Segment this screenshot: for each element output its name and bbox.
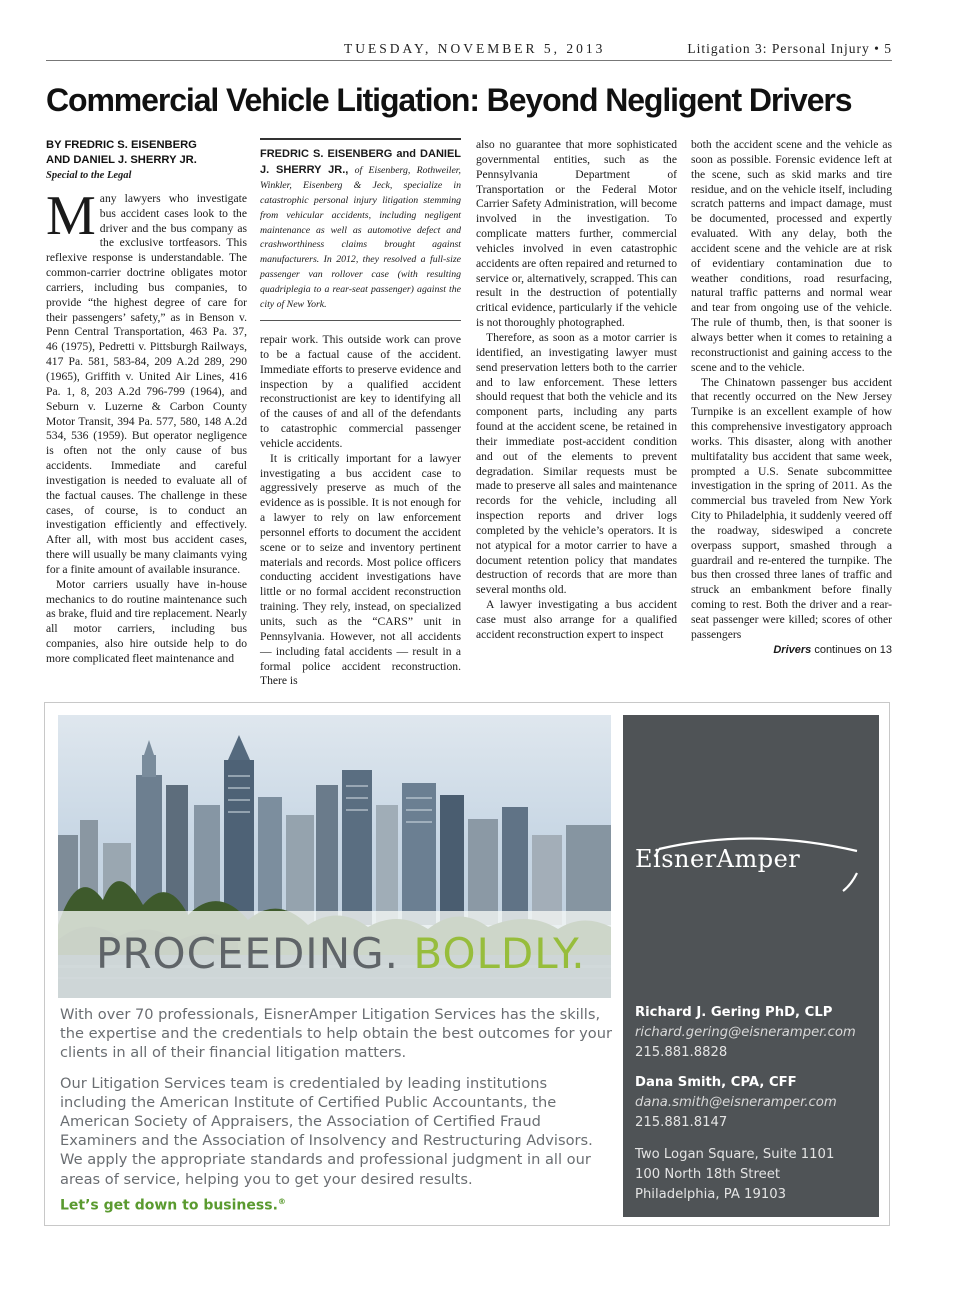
bio-author-names: FREDRIC S. EISENBERG and DANIEL J. SHERRY JR.,: [260, 148, 461, 176]
article-column-2: [260, 138, 461, 689]
article-column-1: [46, 138, 247, 667]
drop-cap: M: [46, 184, 96, 247]
ad-body: [60, 1005, 615, 1200]
office-address: [635, 1145, 834, 1204]
address-line: Philadelphia, PA 19103: [635, 1186, 786, 1202]
byline-line-1: BY FREDRIC S. EISENBERG: [46, 139, 197, 151]
jump-keyword: Drivers: [773, 643, 812, 656]
body-paragraph: It is critically important for a lawyer investigating a bus accident case to aggressively preserve as much of the evidence as is possible. It is not enough for a lawyer to rely on law enforcement personnel efforts to document the accident scene or to seize and inventory pertinent materials and records. Most police officers conducting accident investigations have little or no formal accident reconstruction training. They rely, instead, on specialized units, such as the “CARS” unit in Pennsylvania. However, not all accidents — including fatal accidents — result in a formal police accident reconstruction. There is: [260, 451, 461, 688]
contact-phone[interactable]: 215.881.8147: [635, 1114, 728, 1130]
article-column-3: [476, 138, 677, 643]
ad-paragraph-2: Our Litigation Services team is credentialed by leading institutions including the American Institute of Certified Public Accountants, the American Society of Appraisers, the Association of Certified Fraud Examiners and the Association of Insolvency and Restructuring Advisors. We apply the appropriate standards and professional judgment in all our areas of service, helping you to get your desired results.: [60, 1074, 593, 1188]
special-credit: Special to the Legal: [46, 170, 132, 181]
author-bio: [260, 138, 461, 321]
jump-line[interactable]: [691, 643, 892, 658]
jump-text: continues on 13: [811, 643, 892, 656]
byline-line-2: AND DANIEL J. SHERRY JR.: [46, 153, 197, 166]
contact-name: Dana Smith, CPA, CFF: [635, 1075, 797, 1090]
address-line: 100 North 18th Street: [635, 1166, 781, 1182]
contact-email[interactable]: richard.gering@eisneramper.com: [635, 1024, 856, 1040]
contact-phone[interactable]: 215.881.8828: [635, 1044, 728, 1060]
contact-card-1: [635, 1003, 856, 1062]
contact-panel: [623, 715, 879, 1217]
issue-date: TUESDAY, NOVEMBER 5, 2013: [344, 41, 606, 56]
body-paragraph: A lawyer investigating a bus accident case must also arrange for a qualified accident reconstruction expert to inspect: [476, 598, 677, 641]
city-skyline-photo: [58, 715, 611, 998]
eisneramper-logo: EisnerAmper: [635, 845, 801, 873]
contact-email[interactable]: dana.smith@eisneramper.com: [635, 1094, 837, 1110]
section-folio: Litigation 3: Personal Injury • 5: [687, 41, 892, 56]
contact-name: Richard J. Gering PhD, CLP: [635, 1005, 833, 1020]
body-paragraph: Therefore, as soon as a motor carrier is identified, an investigating lawyer must send preservation letters both to the carrier and to law enforcement. These letters should request that both the vehicle and its component parts, including any parts found at the accident scene, be retained in their immediate post-accident condition and out of the elements to prevent degradation. Similar requests must be made to preserve all sales and maintenance records for the vehicle, including all inspection reports and driver logs completed by the vehicle’s operators. It is not atypical for a motor carrier to have a document retention policy that mandates destruction of records that are more than several months old.: [476, 330, 677, 597]
body-paragraph: also no guarantee that more sophisticated governmental entities, such as the Pennsylvania Department of Transportation or the Federal Motor Carrier Safety Administration, will become involved in the investigation. To complicate matters further, commercial vehicles involved in even catastrophic accidents are often repaired and returned to service or, alternatively, scrapped. This can result in the destruction of potentially critical evidence, particularly if the vehicle is not thoroughly photographed.: [476, 138, 677, 330]
body-paragraph: both the accident scene and the vehicle as soon as possible. Forensic evidence left at the scene, such as skid marks and tire residue, and on the vehicle itself, including scratch patterns and impact damage, must be documented, processed and expertly evaluated. With any delay, both the accident scene and the vehicle are at risk of evidentiary contamination due to weather conditions, road resurfacing, natural traffic patterns and normal wear and tear from ongoing use of the vehicle. The rule of thumb, then, is that sooner is always better when it comes to retaining a reconstructionist and gaining access to the scene and to the vehicle.: [691, 138, 892, 374]
advertisement: [44, 702, 890, 1226]
page-header: [46, 40, 892, 61]
body-paragraph: The Chinatown passenger bus accident that recently occurred on the New Jersey Turnpike is an excellent example of how this comprehensive investigatory approach works. This disaster, along with another multifatality bus accident that same week, prompted a U.S. Senate subcommittee investigation in the spring of 2011. As the commercial bus traveled from New York City to Philadelphia, it suddenly veered off the roadway, sideswiped a concrete overpass support, smashed through a guardrail and re-entered the turnpike. The bus then crossed three lanes of traffic and struck an embankment before finally coming to rest. Both the driver and a rear-seat passenger were killed; scores of other passengers: [691, 375, 892, 641]
address-line: Two Logan Square, Suite 1101: [635, 1147, 835, 1162]
ad-headline: [96, 929, 586, 978]
contact-card-2: [635, 1073, 837, 1132]
lead-paragraph-text: any lawyers who investigate bus accident cases look to the driver and the bus company as the exclusive tortfeasors. This reflexive response is understandable. The common-carrier doctrine obligates motor carriers, including bus companies, to provide “the highest degree of care for their passengers’ safety,” as in Benson v. Penn Central Transportation, 463 Pa. 37, 46 (1975), Pedretti v. Pittsburgh Railways, 417 Pa. 581, 583-84, 209 A.2d 289, 290 (1965), Griffith v. United Air Lines, 416 Pa. 1, 8, 203 A.2d 796-799 (1964), and Seburn v. Luzerne & Carbon County Motor Transit, 394 Pa. 577, 580, 148 A.2d 534, 536 (1959). But operator negligence is often not the only cause of bus accidents. Immediate and careful investigation is needed to evaluate all of the factual causes. The challenge in these cases, of course, is to conduct an investigation efficiently and effectively. After all, with most bus accident cases, there will usually be many claimants vying for a finite amount of available insurance.: [46, 191, 247, 576]
byline: [46, 138, 247, 167]
bio-text: of Eisenberg, Rothweiler, Winkler, Eisenberg & Jeck, specialize in catastrophic personal injury litigation stemming from vehicular accidents, including negligent maintenance as well as automotive defect and crashworthiness claims brought against manufacturers. In 2012, they resolved a full-size passenger van rollover case (with resulting quadriplegia to a rear-seat passenger) against the city of New York.: [260, 164, 461, 311]
tagline-text: Let’s get down to business.: [60, 1197, 278, 1214]
ad-headline-word-1: PROCEEDING.: [96, 929, 400, 978]
body-paragraph: Motor carriers usually have in-house mechanics to do routine maintenance such as brake, fluid and tire replacement. Nearly all motor carriers, including bus companies, also hire outside help to do more complicated fleet maintenance and: [46, 577, 247, 665]
ad-tagline: [60, 1197, 286, 1214]
ad-headline-word-2: BOLDLY.: [413, 929, 586, 978]
article-column-4: [691, 138, 892, 658]
ad-paragraph-1: With over 70 professionals, EisnerAmper Litigation Services has the skills, the expertise and the credentials to help obtain the best outcomes for your clients in all of their financial litigation matters.: [60, 1006, 612, 1062]
registered-mark: ®: [277, 1197, 286, 1206]
body-paragraph: repair work. This outside work can prove to be a factual cause of the accident. Immediate efforts to preserve evidence and inspection by a qualified accident reconstructionist are key to identifying all of the causes of and all of the defendants to catastrophic commercial passenger vehicle accidents.: [260, 332, 461, 450]
lead-paragraph: [46, 184, 247, 578]
article-title: Commercial Vehicle Litigation: Beyond Negligent Drivers: [46, 82, 852, 118]
